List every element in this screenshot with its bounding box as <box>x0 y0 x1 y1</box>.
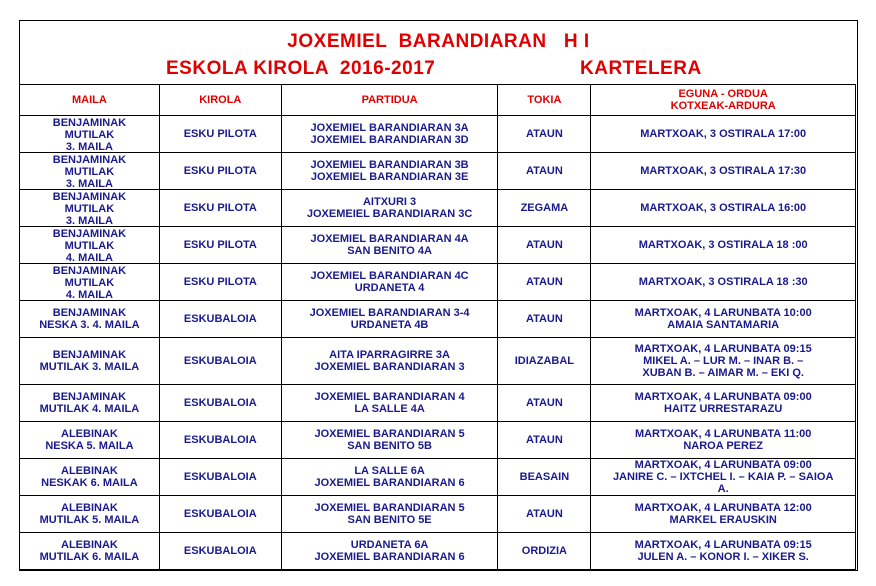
eguna-cell-line: MARTXOAK, 3 OSTIRALA 18 :30 <box>638 276 808 288</box>
partidua-cell-line: LA SALLE 6A <box>354 465 425 477</box>
eguna-cell-line: JULEN A. – KONOR I. – XIKER S. <box>637 551 809 563</box>
partidua-cell-line: URDANETA 4B <box>350 319 429 331</box>
kirola-cell: ESKU PILOTA <box>159 190 281 227</box>
partidua-cell-line: JOXEMIEL BARANDIARAN 6 <box>314 551 465 563</box>
partidua-cell-line: AITXURI 3 <box>362 196 417 208</box>
header-eguna-line: EGUNA - ORDUA <box>678 88 768 100</box>
table-row <box>20 190 856 227</box>
maila-cell-line: MUTILAK <box>64 277 115 289</box>
partidua-cell-line: JOXEMIEL BARANDIARAN 4C <box>310 270 469 282</box>
schedule-table <box>19 84 856 570</box>
eguna-cell <box>591 116 856 153</box>
maila-cell-line: ALEBINAK <box>61 465 118 477</box>
eguna-cell <box>591 338 856 385</box>
kirola-cell: ESKU PILOTA <box>159 153 281 190</box>
maila-cell <box>20 533 160 570</box>
eguna-cell-line: MARTXOAK, 4 LARUNBATA 09:15 <box>634 343 812 355</box>
maila-cell <box>20 338 160 385</box>
tokia-cell: ATAUN <box>498 301 591 338</box>
kirola-cell: ESKU PILOTA <box>159 227 281 264</box>
maila-cell <box>20 227 160 264</box>
eguna-cell <box>591 533 856 570</box>
table-row <box>20 227 856 264</box>
eguna-cell <box>591 301 856 338</box>
partidua-cell-line: SAN BENITO 4A <box>347 245 432 257</box>
partidua-cell <box>281 533 498 570</box>
schedule-document <box>19 20 858 571</box>
maila-cell <box>20 385 160 422</box>
tokia-cell: BEASAIN <box>498 459 591 496</box>
partidua-cell-line: SAN BENITO 5E <box>347 514 432 526</box>
table-row <box>20 496 856 533</box>
maila-cell-line: BENJAMINAK <box>52 307 127 319</box>
eguna-cell-line: MARTXOAK, 4 LARUNBATA 09:00 <box>634 391 812 403</box>
eguna-cell-line: MARTXOAK, 4 LARUNBATA 09:00 <box>634 459 812 471</box>
maila-cell-line: MUTILAK 3. MAILA <box>39 361 140 373</box>
eguna-cell-line: MARTXOAK, 3 OSTIRALA 16:00 <box>640 202 807 214</box>
document-type-title: KARTELERA <box>580 58 702 79</box>
eguna-cell-line: AMAIA SANTAMARIA <box>667 319 780 331</box>
school-title: JOXEMIEL BARANDIARAN H I <box>287 31 590 52</box>
tokia-cell: ATAUN <box>498 422 591 459</box>
tokia-cell: ATAUN <box>498 153 591 190</box>
eguna-cell-line: MARTXOAK, 3 OSTIRALA 17:00 <box>640 128 807 140</box>
maila-cell <box>20 496 160 533</box>
partidua-cell <box>281 385 498 422</box>
maila-cell-line: NESKAK 6. MAILA <box>41 477 138 489</box>
partidua-cell <box>281 496 498 533</box>
eguna-cell <box>591 459 856 496</box>
table-row <box>20 301 856 338</box>
eguna-cell-line: MARTXOAK, 4 LARUNBATA 09:15 <box>634 539 812 551</box>
tokia-cell: ATAUN <box>498 227 591 264</box>
partidua-cell <box>281 153 498 190</box>
partidua-cell-line: JOXEMIEL BARANDIARAN 3A <box>310 122 469 134</box>
header-kirola: KIROLA <box>159 85 281 116</box>
maila-cell-line: 3. MAILA <box>65 178 113 188</box>
kirola-cell: ESKUBALOIA <box>159 459 281 496</box>
kirola-cell: ESKUBALOIA <box>159 496 281 533</box>
partidua-cell-line: JOXEMIEL BARANDIARAN 4 <box>314 391 465 403</box>
header-row <box>20 85 856 116</box>
table-row <box>20 338 856 385</box>
kirola-cell: ESKUBALOIA <box>159 301 281 338</box>
partidua-cell-line: JOXEMIEL BARANDIARAN 6 <box>314 477 465 489</box>
kirola-cell: ESKU PILOTA <box>159 264 281 301</box>
table-row <box>20 153 856 190</box>
tokia-cell: ATAUN <box>498 385 591 422</box>
eguna-cell-line: MARTXOAK, 3 OSTIRALA 17:30 <box>640 165 807 177</box>
eguna-cell-line: JANIRE C. – IXTCHEL I. – KAIA P. – SAIOA <box>612 471 834 483</box>
partidua-cell <box>281 190 498 227</box>
maila-cell-line: 4. MAILA <box>65 252 113 262</box>
partidua-cell-line: URDANETA 4 <box>354 282 425 294</box>
partidua-cell-line: JOXEMIEL BARANDIARAN 4A <box>310 233 469 245</box>
partidua-cell-line: AITA IPARRAGIRRE 3A <box>329 349 450 361</box>
partidua-cell-line: JOXEMIEL BARANDIARAN 3 <box>314 361 465 373</box>
maila-cell-line: MUTILAK 6. MAILA <box>39 551 140 563</box>
eguna-cell-line: NAROA PEREZ <box>683 440 763 452</box>
eguna-cell-line: HAITZ URRESTARAZU <box>664 403 783 415</box>
eguna-cell-line: MIKEL A. – LUR M. – INAR B. – <box>643 355 804 367</box>
maila-cell-line: BENJAMINAK <box>52 117 127 129</box>
partidua-cell <box>281 422 498 459</box>
maila-cell-line: 4. MAILA <box>65 289 113 299</box>
partidua-cell <box>281 338 498 385</box>
partidua-cell <box>281 301 498 338</box>
maila-cell <box>20 301 160 338</box>
table-row <box>20 459 856 496</box>
tokia-cell: ATAUN <box>498 116 591 153</box>
table-row <box>20 533 856 570</box>
tokia-cell: ORDIZIA <box>498 533 591 570</box>
tokia-cell: ATAUN <box>498 264 591 301</box>
table-row <box>20 116 856 153</box>
maila-cell-line: ALEBINAK <box>61 428 118 440</box>
maila-cell-line: MUTILAK 5. MAILA <box>39 514 140 526</box>
eguna-cell <box>591 190 856 227</box>
maila-cell-line: MUTILAK <box>64 240 115 252</box>
maila-cell-line: BENJAMINAK <box>52 391 127 403</box>
header-partidua: PARTIDUA <box>281 85 498 116</box>
partidua-cell-line: JOXEMIEL BARANDIARAN 3-4 <box>309 307 470 319</box>
kirola-cell: ESKUBALOIA <box>159 338 281 385</box>
maila-cell-line: BENJAMINAK <box>52 265 127 277</box>
eguna-cell <box>591 153 856 190</box>
maila-cell-line: 3. MAILA <box>65 215 113 225</box>
eguna-cell-line: A. <box>717 483 729 495</box>
maila-cell <box>20 153 160 190</box>
header-maila: MAILA <box>20 85 160 116</box>
eguna-cell-line: MARTXOAK, 4 LARUNBATA 10:00 <box>634 307 812 319</box>
maila-cell-line: MUTILAK <box>64 203 115 215</box>
partidua-cell-line: LA SALLE 4A <box>354 403 425 415</box>
tokia-cell: ZEGAMA <box>498 190 591 227</box>
partidua-cell <box>281 459 498 496</box>
maila-cell-line: BENJAMINAK <box>52 154 127 166</box>
partidua-cell-line: JOXEMIEL BARANDIARAN 3D <box>310 134 469 146</box>
eguna-cell-line: MARTXOAK, 4 LARUNBATA 11:00 <box>634 428 812 440</box>
maila-cell <box>20 459 160 496</box>
maila-cell-line: 3. MAILA <box>65 141 113 151</box>
partidua-cell-line: JOXEMIEL BARANDIARAN 3E <box>310 171 469 183</box>
maila-cell <box>20 264 160 301</box>
maila-cell-line: ALEBINAK <box>61 502 118 514</box>
kirola-cell: ESKUBALOIA <box>159 385 281 422</box>
maila-cell-line: BENJAMINAK <box>52 349 127 361</box>
maila-cell-line: NESKA 5. MAILA <box>45 440 134 452</box>
maila-cell <box>20 422 160 459</box>
eguna-cell <box>591 385 856 422</box>
maila-cell-line: ALEBINAK <box>61 539 118 551</box>
eguna-cell <box>591 496 856 533</box>
table-row <box>20 422 856 459</box>
partidua-cell-line: JOXEMIEL BARANDIARAN 5 <box>314 428 465 440</box>
table-row <box>20 264 856 301</box>
eguna-cell-line: MARTXOAK, 3 OSTIRALA 18 :00 <box>638 239 808 251</box>
maila-cell-line: NESKA 3. 4. MAILA <box>39 319 140 331</box>
eguna-cell-line: XUBAN B. – AIMAR M. – EKI Q. <box>642 367 804 379</box>
eguna-cell <box>591 227 856 264</box>
eguna-cell-line: MARKEL ERAUSKIN <box>669 514 777 526</box>
partidua-cell <box>281 264 498 301</box>
maila-cell-line: MUTILAK 4. MAILA <box>39 403 140 415</box>
kirola-cell: ESKUBALOIA <box>159 533 281 570</box>
maila-cell <box>20 116 160 153</box>
eguna-cell-line: MARTXOAK, 4 LARUNBATA 12:00 <box>634 502 812 514</box>
tokia-cell: IDIAZABAL <box>498 338 591 385</box>
maila-cell-line: MUTILAK <box>64 129 115 141</box>
partidua-cell-line: SAN BENITO 5B <box>347 440 432 452</box>
partidua-cell-line: JOXEMIEL BARANDIARAN 5 <box>314 502 465 514</box>
header-eguna-line: KOTXEAK-ARDURA <box>670 100 776 112</box>
kirola-cell: ESKU PILOTA <box>159 116 281 153</box>
maila-cell <box>20 190 160 227</box>
maila-cell-line: BENJAMINAK <box>52 191 127 203</box>
tokia-cell: ATAUN <box>498 496 591 533</box>
maila-cell-line: BENJAMINAK <box>52 228 127 240</box>
header-tokia: TOKIA <box>498 85 591 116</box>
partidua-cell-line: JOXEMIEL BARANDIARAN 3B <box>310 159 469 171</box>
partidua-cell <box>281 116 498 153</box>
kirola-cell: ESKUBALOIA <box>159 422 281 459</box>
program-title: ESKOLA KIROLA 2016-2017 <box>166 58 436 79</box>
partidua-cell-line: JOXEMEIEL BARANDIARAN 3C <box>306 208 473 220</box>
eguna-cell <box>591 264 856 301</box>
partidua-cell-line: URDANETA 6A <box>350 539 429 551</box>
table-row <box>20 385 856 422</box>
eguna-cell <box>591 422 856 459</box>
partidua-cell <box>281 227 498 264</box>
header-eguna <box>591 85 856 116</box>
maila-cell-line: MUTILAK <box>64 166 115 178</box>
